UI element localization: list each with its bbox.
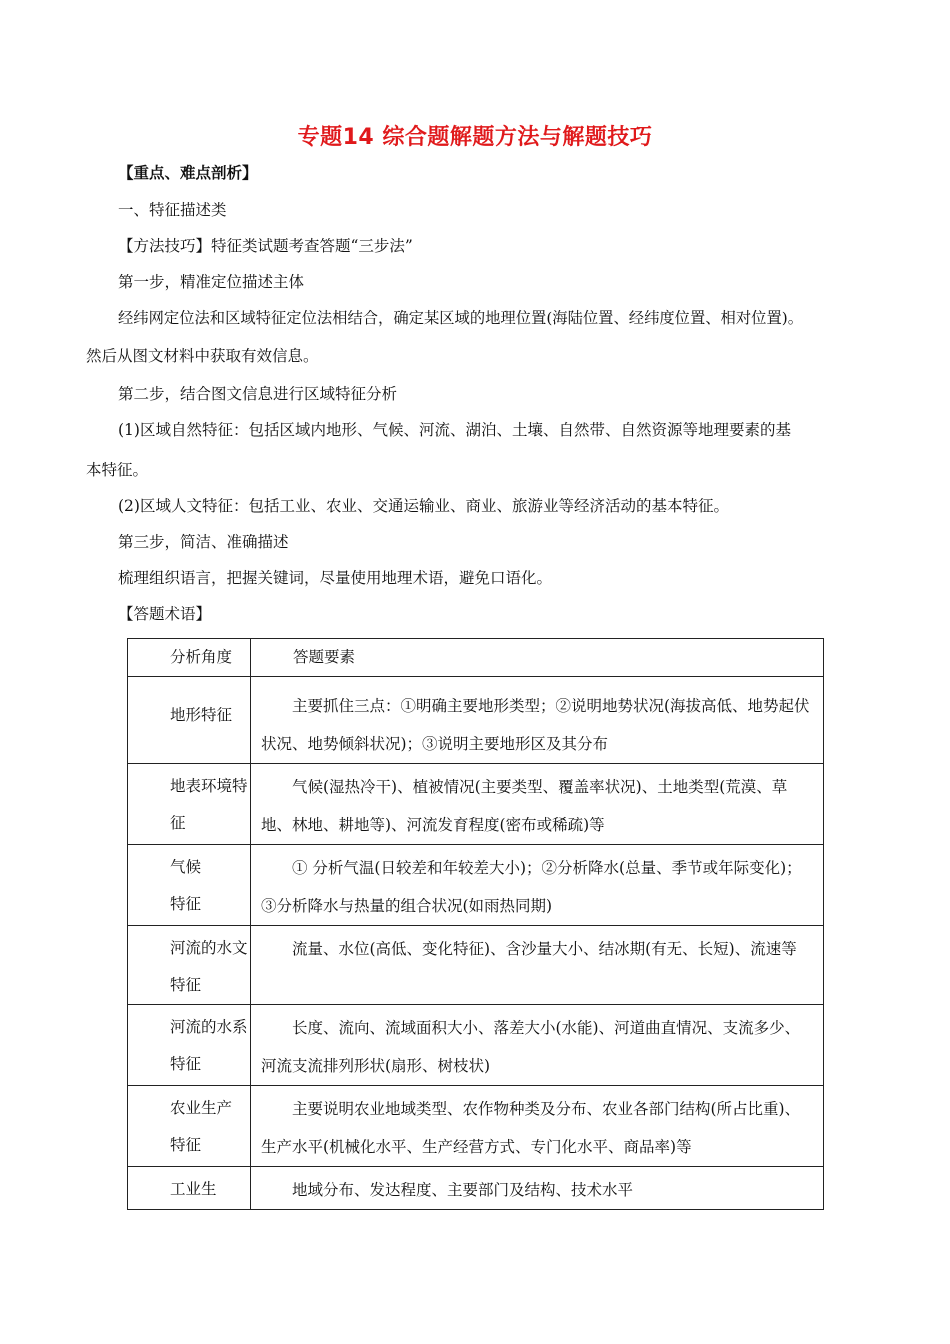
row-elements: 流量、水位(高低、变化特征)、含沙量大小、结冰期(有无、长短)、流速等 <box>292 940 797 958</box>
table-row <box>128 1167 824 1210</box>
page-title: 专题14 综合题解题方法与解题技巧 <box>297 125 653 150</box>
paragraph: (2)区域人文特征：包括工业、农业、交通运输业、商业、旅游业等经济活动的基本特征。 <box>118 497 729 515</box>
answer-terms-table <box>127 638 824 1210</box>
row-angle: 农业生产特征 <box>170 1099 233 1154</box>
paragraph: 一、特征描述类 <box>118 201 227 219</box>
row-elements: 长度、流向、流域面积大小、落差大小(水能)、河道曲直情况、支流多少、河流支流排列形状(扇形、树枝状) <box>261 1019 801 1075</box>
row-elements: 地域分布、发达程度、主要部门及结构、技术水平 <box>292 1181 634 1199</box>
table-header-row <box>128 639 824 677</box>
paragraph: 【答题术语】 <box>118 605 212 623</box>
row-angle: 地形特征 <box>170 706 233 724</box>
row-elements: 气候(湿热冷干)、植被情况(主要类型、覆盖率状况)、土地类型(荒漠、草地、林地、耕地等)、河流发育程度(密布或稀疏)等 <box>261 778 788 834</box>
paragraph: 第二步，结合图文信息进行区域特征分析 <box>118 385 398 403</box>
paragraph: 经纬网定位法和区域特征定位法相结合，确定某区域的地理位置(海陆位置、经纬度位置、相对位置)。 <box>118 309 804 327</box>
paragraph: 然后从图文材料中获取有效信息。 <box>86 347 319 365</box>
header-elements: 答题要素 <box>293 648 356 666</box>
row-elements: ① 分析气温(日较差和年较差大小)；②分析降水(总量、季节或年际变化)；③分析降水与热量的组合状况(如雨热同期) <box>261 859 802 915</box>
row-angle: 河流的水文特征 <box>170 939 248 994</box>
paragraph: (1)区域自然特征：包括区域内地形、气候、河流、湖泊、土壤、自然带、自然资源等地理要素的基 <box>118 421 791 439</box>
row-angle: 气候特征 <box>170 858 202 913</box>
paragraph: 第一步，精准定位描述主体 <box>118 273 305 291</box>
table-row <box>128 845 824 926</box>
paragraph: 本特征。 <box>86 461 149 479</box>
table-row <box>128 764 824 845</box>
paragraph: 【方法技巧】特征类试题考查答题“三步法” <box>118 237 413 255</box>
row-elements: 主要说明农业地域类型、农作物种类及分布、农业各部门结构(所占比重)、生产水平(机械化水平、生产经营方式、专门化水平、商品率)等 <box>261 1100 801 1156</box>
row-angle: 工业生 <box>170 1180 217 1198</box>
table-row <box>128 1086 824 1167</box>
header-angle: 分析角度 <box>170 648 233 666</box>
table-row <box>128 1005 824 1086</box>
section-heading: 【重点、难点剖析】 <box>118 164 258 182</box>
row-elements: 主要抓住三点：①明确主要地形类型；②说明地势状况(海拔高低、地势起伏状况、地势倾斜状况)；③说明主要地形区及其分布 <box>261 697 810 753</box>
row-angle: 河流的水系特征 <box>170 1018 248 1073</box>
paragraph: 梳理组织语言，把握关键词，尽量使用地理术语，避免口语化。 <box>118 569 553 587</box>
table-row <box>128 677 824 764</box>
row-angle: 地表环境特征 <box>170 777 248 832</box>
paragraph: 第三步，简洁、准确描述 <box>118 533 289 551</box>
table-row <box>128 926 824 1005</box>
